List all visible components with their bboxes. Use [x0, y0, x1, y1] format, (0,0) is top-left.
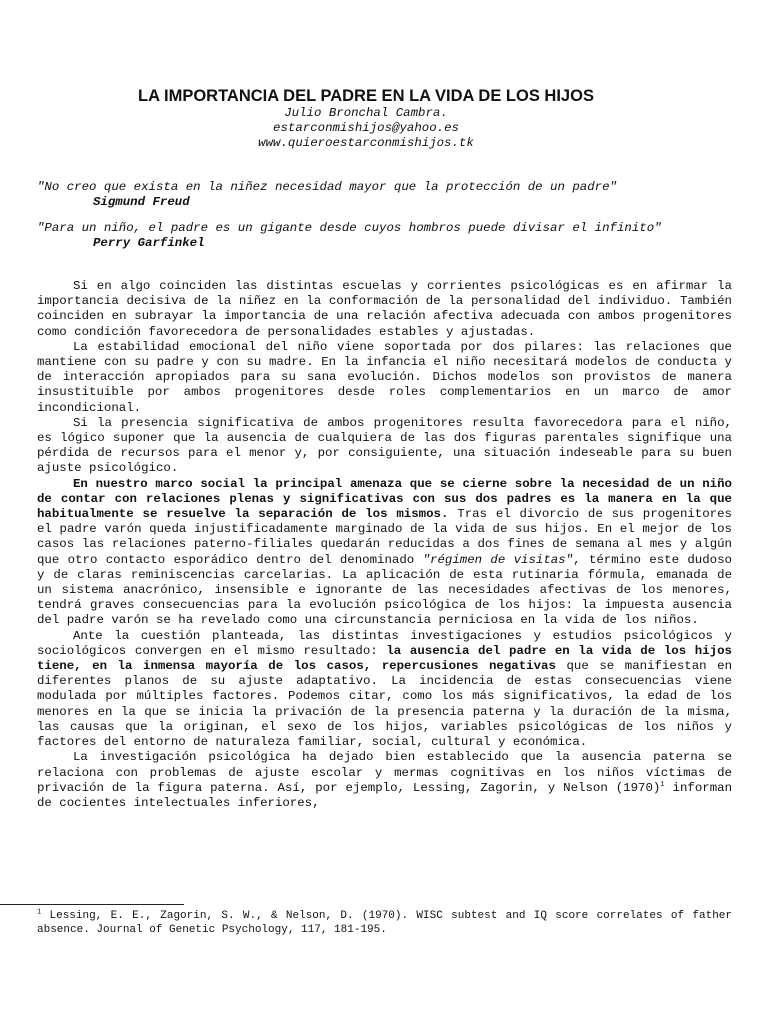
- document-title: LA IMPORTANCIA DEL PADRE EN LA VIDA DE LOS HIJOS: [138, 87, 594, 105]
- paragraph-5-text-a: Ante la cuestión planteada, las distintas investigaciones y estudios psicológicos y sociológicos convergen en el mismo resultado:: [37, 628, 732, 658]
- paragraph-4-italic: "régimen de visitas": [422, 552, 574, 567]
- paragraph-1: Si en algo coinciden las distintas escuelas y corrientes psicológicas es en afirmar la importancia decisiva de la niñez en la conformación de la personalidad del individuo. También coinciden en subrayar la importancia de una relación afectiva adecuada con ambos progenitores como condición favorecedora de personalidades estables y ajustadas.: [37, 279, 732, 339]
- paragraph-2: La estabilidad emocional del niño viene soportada por dos pilares: las relaciones que mantiene con su padre y con su madre. En la infancia el niño necesitará modelos de conducta y de interacción apropiados para su sana evolución. Dichos modelos son provistos de manera insustituible por ambos progenitores desde roles complementarios en un marco de amor incondicional.: [37, 339, 732, 415]
- footnote-reference[interactable]: 1: [660, 780, 665, 789]
- author-email: estarconmishijos@yahoo.es: [273, 121, 459, 135]
- footnote-text: Lessing, E. E., Zagorin, S. W., & Nelson, D. (1970). WISC subtest and IQ score correlates of father absence. Journal of Genetic Psychology, 117, 181-195.: [37, 910, 732, 936]
- paragraph-4-text-a: Tras el divorcio de sus progenitores el padre varón queda injustificadamente marginado de la vida de sus hijos. En el mejor de los casos las relaciones paterno-filiales quedarán reducidas a dos fines de semana al mes y algún que otro contacto esporádico dentro del denominado: [37, 507, 732, 567]
- body-text: [37, 279, 732, 811]
- epigraph-quote-garfinkel: [37, 221, 737, 251]
- author-block: [0, 106, 732, 151]
- footnote-number: 1: [37, 908, 42, 917]
- author-website: www.quieroestarconmishijos.tk: [258, 136, 474, 150]
- footnote: [37, 910, 732, 937]
- paragraph-4-text-b: , término este dudoso y de claras reminiscencias carcelarias. La aplicación de esta rutinaria fórmula, emanada de un sistema anacrónico, insensible e ignorante de las necesidades afectivas de los menores, tendrá graves consecuencias para la evolución psicológica de los hijos: la impuesta ausencia del padre varón se ha revelado como una circunstancia perniciosa en la vida de los niños.: [37, 552, 732, 628]
- paragraph-6-text-b: informan de cocientes intelectuales inferiores,: [37, 780, 732, 810]
- footnote-divider: [0, 904, 184, 905]
- paragraph-6-text-a: La investigación psicológica ha dejado bien establecido que la ausencia paterna se relaciona con problemas de ajuste escolar y mermas cognitivas en los niños víctimas de privación de la figura paterna. Así, por ejemplo, Lessing, Zagorin, y Nelson (1970): [37, 750, 732, 795]
- quote-text: "No creo que exista en la niñez necesidad mayor que la protección de un padre": [37, 180, 617, 194]
- paragraph-5: [37, 629, 732, 751]
- paragraph-5-text-b: que se manifiestan en diferentes planos de su ajuste adaptativo. La incidencia de estas consecuencias viene modulada por múltiples factores. Podemos citar, como los más significativos, la edad de los menores en la que se inicia la privación de la presencia paterna y la duración de la misma, las causas que la originan, el sexo de los hijos, variables psicológicas de los niños y factores del entorno de naturaleza familiar, social, cultural y económica.: [37, 659, 732, 750]
- paragraph-4: [37, 477, 732, 629]
- quote-text: "Para un niño, el padre es un gigante desde cuyos hombros puede divisar el infinito": [37, 221, 662, 235]
- quote-author: Sigmund Freud: [93, 195, 190, 210]
- quote-author: Perry Garfinkel: [93, 236, 205, 251]
- epigraph-quote-freud: [37, 180, 737, 210]
- paragraph-6: [37, 750, 732, 811]
- paragraph-4-emphasis: En nuestro marco social la principal amenaza que se cierne sobre la necesidad de un niño de contar con relaciones plenas y significativas con sus dos padres es la manera en la que habitualmente se resuelve la separación de los mismos.: [37, 476, 732, 522]
- author-name: Julio Bronchal Cambra.: [284, 106, 448, 120]
- paragraph-3: Si la presencia significativa de ambos progenitores resulta favorecedora para el niño, es lógico suponer que la ausencia de cualquiera de las dos figuras parentales signifique una pérdida de recursos para el menor y, por consiguiente, una situación indeseable para su buen ajuste psicológico.: [37, 415, 732, 476]
- paragraph-5-emphasis: la ausencia del padre en la vida de los hijos tiene, en la inmensa mayoría de los casos, repercusiones negativas: [37, 643, 732, 674]
